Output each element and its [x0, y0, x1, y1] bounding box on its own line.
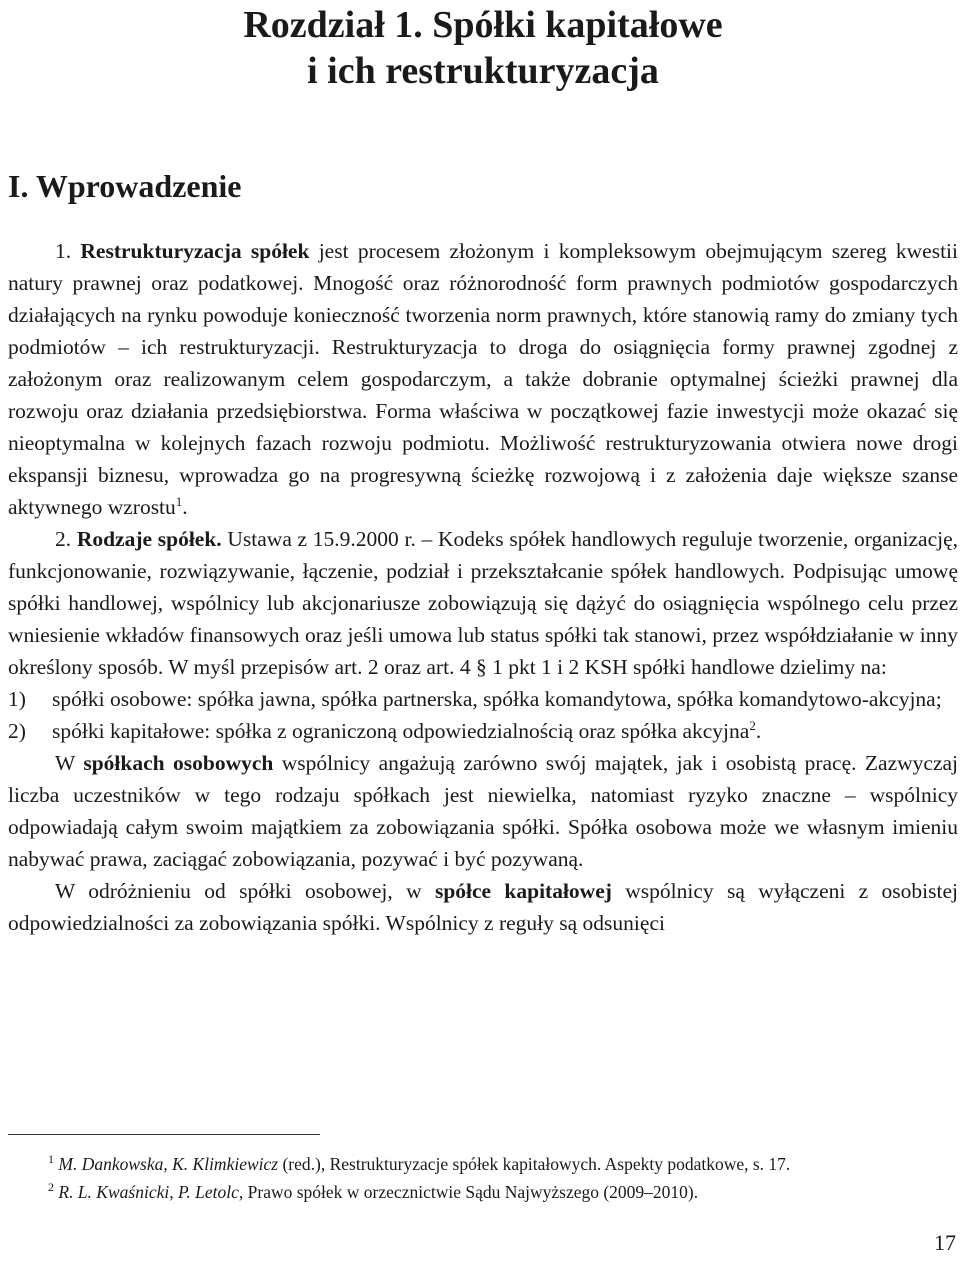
paragraph-4-text: wspólnicy są wyłączeni z osobistej odpowiedzialności za zobowiązania spółki. Wspólnicy z reguły są odsunięci — [8, 879, 958, 935]
list-item-number: 2) — [8, 719, 26, 743]
paragraph-2-text: Ustawa z 15.9.2000 r. – Kodeks spółek handlowych reguluje tworzenie, organizację, funkcjonowanie, rozwiązywanie, łączenie, podział i przekształcanie spółek handlowych. Podpisując umowę spółki handlowej, wspólnicy lub akcjonariusze zobowiązują się dążyć do osiągnięcia wspólnego celu przez wniesienie wkładów finansowych oraz jeśli umowa lub status spółki tak stanowi, przez współdziałanie w inny określony sposób. W myśl przepisów art. 2 oraz art. 4 § 1 pkt 1 i 2 KSH spółki handlowe dzielimy na: — [8, 527, 959, 679]
paragraph-2 — [8, 523, 958, 683]
footnote-ref-1[interactable]: 1 — [175, 494, 183, 509]
footnote-2-authors: R. L. Kwaśnicki, P. Letolc — [58, 1182, 239, 1202]
paragraph-3-text: wspólnicy angażują zarówno swój majątek, jak i osobistą pracę. Zazwyczaj liczba uczestników w tego rodzaju spółkach jest niewielka, natomiast ryzyko znaczne – wspólnicy odpowiadają całym swoim majątkiem za zobowiązania spółki. Spółka osobowa może we własnym imieniu nabywać prawa, zaciągać zobowiązania, pozywać i być pozywaną. — [8, 751, 959, 871]
list-item-text: spółki osobowe: spółka jawna, spółka partnerska, spółka komandytowa, spółka komandytowo-akcyjna; — [52, 687, 942, 711]
footnote-divider — [8, 1134, 320, 1135]
paragraph-4-prefix: W odróżnieniu od spółki osobowej, w — [55, 879, 435, 903]
footnote-1 — [8, 1150, 958, 1178]
section-heading: I. Wprowadzenie — [8, 168, 242, 204]
footnote-1-authors: M. Dankowska, K. Klimkiewicz — [58, 1154, 279, 1174]
footnote-1-number: 1 — [48, 1152, 54, 1166]
paragraph-1-end: . — [182, 495, 188, 519]
chapter-title — [8, 2, 958, 94]
paragraph-1 — [8, 235, 958, 523]
chapter-title-line2: i ich restrukturyzacja — [307, 50, 659, 92]
paragraph-2-bold-term: Rodzaje spółek. — [76, 527, 222, 551]
list-item-number: 1) — [8, 687, 26, 711]
page-number: 17 — [934, 1230, 956, 1255]
footnote-2-number: 2 — [48, 1180, 54, 1194]
paragraph-3-bold-term: spółkach osobowych — [83, 751, 274, 775]
paragraph-2-number: 2. — [55, 527, 72, 551]
body-text — [8, 235, 958, 939]
paragraph-3-prefix: W — [55, 751, 84, 775]
footnote-2-text: , Prawo spółek w orzecznictwie Sądu Najwyższego (2009–2010). — [238, 1182, 699, 1202]
paragraph-1-text: jest procesem złożonym i kompleksowym obejmującym szereg kwestii natury prawnej oraz podatkowej. Mnogość oraz różnorodność form prawnych podmiotów gospodarczych działających na rynku powoduje konieczność tworzenia norm prawnych, które stanowią ramy do zmiany tych podmiotów – ich restrukturyzacji. Restrukturyzacja to droga do osiągnięcia formy prawnej zgodnej z założonym oraz realizowanym celem gospodarczym, a także dobranie optymalnej ścieżki prawnej dla rozwoju oraz działania przedsiębiorstwa. Forma właściwa w początkowej fazie inwestycji może okazać się nieoptymalna w kolejnych fazach rozwoju podmiotu. Możliwość restrukturyzowania otwiera nowe drogi ekspansji biznesu, wprowadza go na progresywną ścieżkę rozwojową i z założenia daje większe szanse aktywnego wzrostu — [8, 239, 958, 519]
paragraph-1-bold-term: Restrukturyzacja spółek — [80, 239, 310, 263]
footnote-1-text: (red.), Restrukturyzacje spółek kapitałowych. Aspekty podatkowe, s. 17. — [278, 1154, 791, 1174]
footnote-ref-2[interactable]: 2 — [749, 718, 756, 733]
paragraph-4-bold-term: spółce kapitałowej — [434, 879, 612, 903]
list-item-end: . — [755, 719, 762, 743]
paragraph-3 — [8, 747, 958, 875]
footnotes — [8, 1150, 958, 1206]
list-item — [8, 715, 958, 747]
paragraph-1-number: 1. — [55, 239, 72, 263]
footnote-2 — [8, 1178, 958, 1206]
list-item — [8, 683, 958, 715]
list-item-text: spółki kapitałowe: spółka z ograniczoną odpowiedzialnością oraz spółka akcyjna — [52, 719, 750, 743]
paragraph-4 — [8, 875, 958, 939]
chapter-title-line1: Rozdział 1. Spółki kapitałowe — [243, 4, 723, 46]
company-types-list — [8, 683, 958, 747]
